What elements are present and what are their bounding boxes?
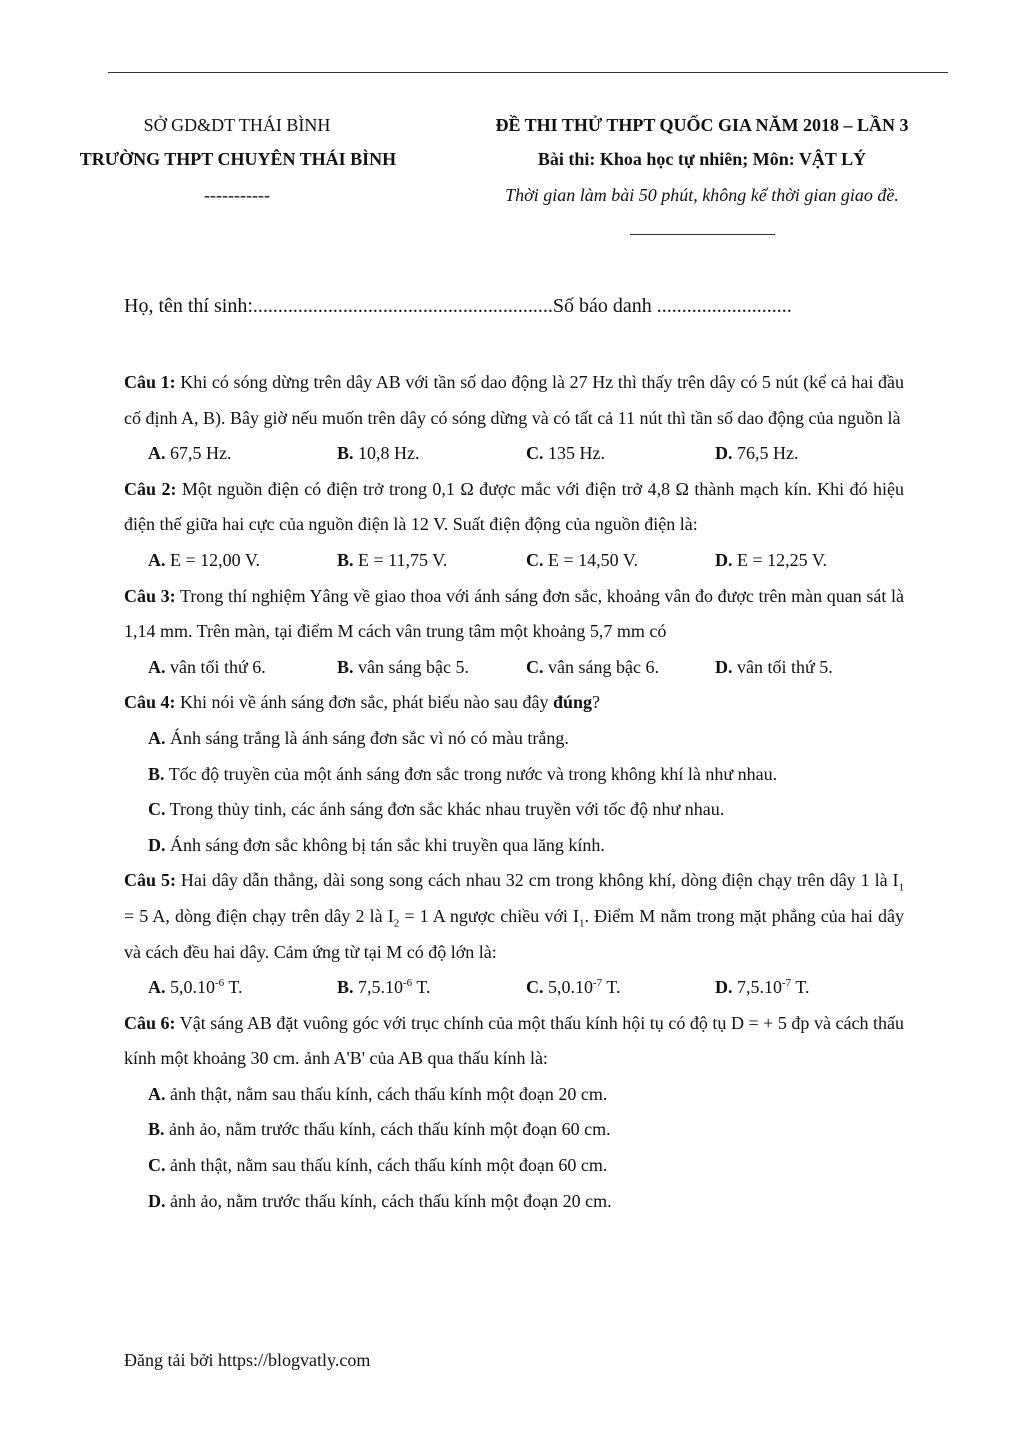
exam-time: Thời gian làm bài 50 phút, không kể thời gian giao đề.	[505, 185, 899, 205]
option-c: C. 135 Hz.	[526, 443, 605, 464]
option-b: B. Tốc độ truyền của một ánh sáng đơn sắc trong nước và trong không khí là như nhau.	[148, 763, 778, 784]
option-c: C. vân sáng bậc 6.	[526, 656, 659, 677]
candidate-number-field: Số báo danh ...........................	[552, 295, 792, 317]
question-text: Trong thí nghiệm Yâng về giao thoa với ánh sáng đơn sắc, khoảng vân đo được trên màn quan sát là 1,14 mm. Trên màn, tại điểm M cách vân trung tâm một khoảng 5,7 mm có	[124, 585, 904, 642]
option-c: C. Trong thủy tinh, các ánh sáng đơn sắc khác nhau truyền với tốc độ như nhau.	[148, 799, 725, 820]
exam-subject: Bài thi: Khoa học tự nhiên; Môn: VẬT LÝ	[537, 149, 867, 169]
question-2-options	[124, 543, 904, 579]
candidate-name-field: Họ, tên thí sinh:............................................................	[124, 295, 553, 317]
question-3-options	[124, 650, 904, 686]
option-a: A. $5,0.10^{-6}$ T.	[148, 977, 243, 998]
question-text: Khi có sóng dừng trên dây AB với tần số dao động là 27 Hz thì thấy trên dây có 5 nút (kể cả hai đầu cố định A, B). Bây giờ nếu muốn trên dây có sóng dừng và có tất cả 11 nút thì tần số dao động của nguồn là	[124, 372, 904, 428]
option-d: D. vân tối thứ 5.	[715, 656, 833, 677]
question-end: ?	[592, 692, 600, 713]
question-4	[124, 685, 904, 721]
question-label: Câu 1:	[124, 372, 176, 392]
question-1-options	[124, 436, 904, 472]
emphasis-word: đúng	[552, 692, 592, 713]
option-a: A. vân tối thứ 6.	[148, 656, 266, 677]
questions	[124, 365, 904, 1219]
option-c: C. E = 14,50 V.	[526, 549, 638, 570]
question-text: Một nguồn điện có điện trở trong 0,1 Ω được mắc với điện trở 4,8 Ω thành mạch kín. Khi đó hiệu điện thế giữa hai cực của nguồn điện là 12 V. Suất điện động của nguồn điện là:	[124, 478, 904, 535]
question-label: Câu 4:	[124, 692, 176, 713]
option-d: D. $7,5.10^{-7}$ T.	[715, 977, 810, 998]
question-6	[124, 1006, 904, 1077]
option-a: A. 67,5 Hz.	[148, 443, 232, 464]
option-a: A. Ánh sáng trắng là ánh sáng đơn sắc vì nó có màu trắng.	[148, 727, 569, 748]
question-3	[124, 579, 904, 650]
question-5-options	[124, 970, 904, 1006]
question-label: Câu 2:	[124, 478, 177, 499]
option-b: B. $7,5.10^{-6}$ T.	[337, 977, 431, 998]
left-dashes: -----------	[204, 185, 270, 205]
header-underline	[630, 234, 775, 235]
option-d: D. ảnh ảo, nằm trước thấu kính, cách thấu kính một đoạn 20 cm.	[148, 1190, 612, 1211]
question-2	[124, 472, 904, 543]
footer-credit: Đăng tải bởi https://blogvatly.com	[124, 1350, 371, 1370]
option-d: D. Ánh sáng đơn sắc không bị tán sắc khi truyền qua lăng kính.	[148, 834, 605, 855]
option-b: B. 10,8 Hz.	[337, 443, 420, 464]
department-name: SỞ GD&DT THÁI BÌNH	[143, 115, 331, 135]
question-label: Câu 3:	[124, 585, 176, 606]
option-b: B. vân sáng bậc 5.	[337, 656, 469, 677]
question-1	[124, 365, 904, 436]
question-label: Câu 5:	[124, 870, 176, 891]
exam-title: ĐỀ THI THỬ THPT QUỐC GIA NĂM 2018 – LẦN 3	[495, 115, 909, 135]
option-c: C. $5,0.10^{-7}$ T.	[526, 977, 621, 998]
school-name: TRƯỜNG THPT CHUYÊN THÁI BÌNH	[79, 149, 397, 169]
question-text: Vật sáng AB đặt vuông góc với trục chính của một thấu kính hội tụ có độ tụ D = + 5 đp và cách thấu kính một khoảng 30 cm. ảnh A'B' của AB qua thấu kính là:	[124, 1012, 904, 1069]
question-label: Câu 6:	[124, 1012, 176, 1033]
option-b: B. ảnh ảo, nằm trước thấu kính, cách thấu kính một đoạn 60 cm.	[148, 1119, 611, 1140]
option-d: D. E = 12,25 V.	[715, 549, 827, 570]
candidate-info	[124, 295, 792, 318]
option-d: D. 76,5 Hz.	[715, 443, 799, 464]
question-text: Khi nói về ánh sáng đơn sắc, phát biểu nào sau đây	[175, 692, 553, 713]
option-b: B. E = 11,75 V.	[337, 549, 448, 570]
option-a: A. ảnh thật, nằm sau thấu kính, cách thấu kính một đoạn 20 cm.	[148, 1083, 608, 1104]
option-c: C. ảnh thật, nằm sau thấu kính, cách thấu kính một đoạn 60 cm.	[148, 1155, 608, 1176]
top-divider	[108, 72, 948, 73]
option-a: A. E = 12,00 V.	[148, 549, 260, 570]
question-5: Câu 5: Hai dây dẫn thẳng, dài song song cách nhau 32 cm trong không khí, dòng điện chạy trên dây 1 là $I_1 = 5$ A, dòng điện chạy trên dây 2 là $I_2 = 1$ A ngược chiều với $I_1$. Điểm M nằm trong mặt phẳng của hai dây và cách đều hai dây. Cảm ứng từ tại M có độ lớn là:	[124, 870, 904, 962]
